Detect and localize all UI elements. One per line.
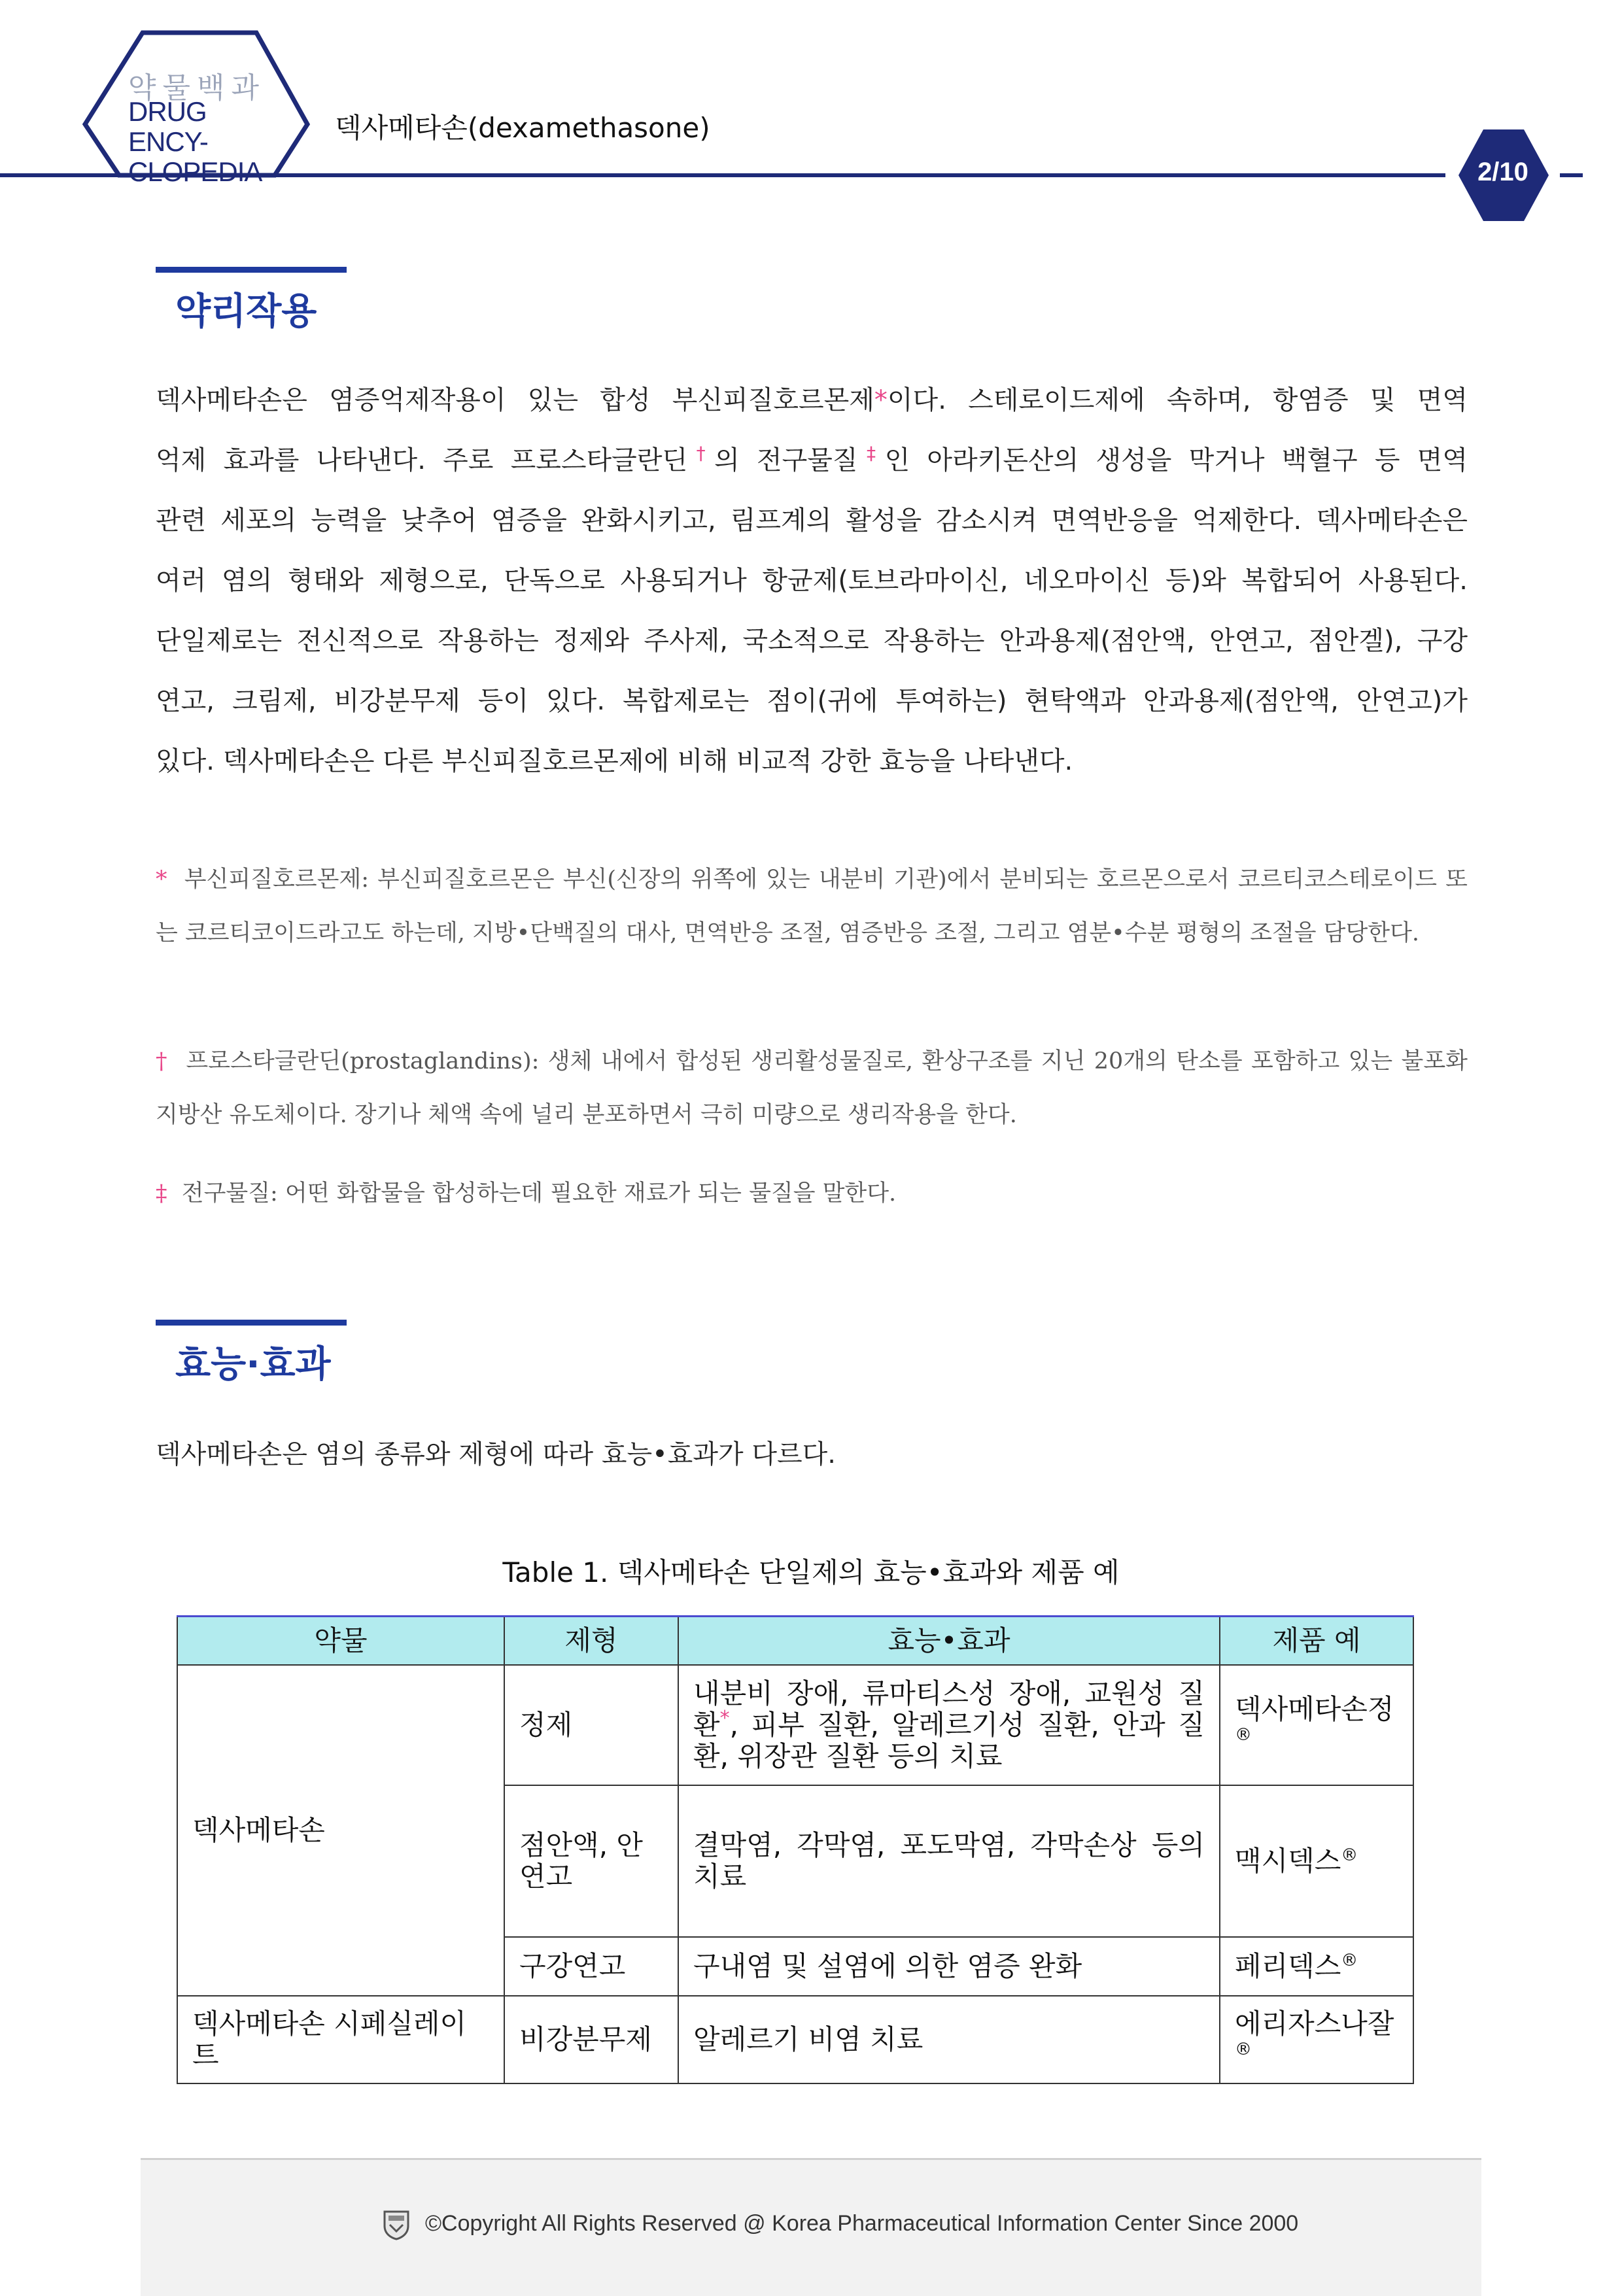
table-caption: Table 1. 덱사메타손 단일제의 효능•효과와 제품 예 — [502, 1556, 1120, 1588]
logo-korean: 약물백과 — [128, 71, 266, 105]
table-header-cell: 약물 — [177, 1617, 504, 1666]
table-row — [177, 1665, 1413, 1785]
footnote-mark-asterisk[interactable]: * — [719, 1707, 730, 1730]
table-cell-form: 정제 — [504, 1665, 678, 1785]
para-line: 억제 효과를 나타낸다. 주로 프로스타글란딘†의 전구물질‡인 아라키돈산의 생성을 막거나 백혈구 등 면역 — [156, 442, 1468, 475]
footnote-symbol: † — [156, 1048, 169, 1074]
document-title: 덱사메타손(dexamethasone) — [335, 112, 710, 144]
table-row — [177, 1996, 1413, 2083]
para-line: 여러 염의 형태와 제형으로, 단독으로 사용되거나 항균제(토브라마이신, 네오마이신 등)와 복합되어 사용된다. — [156, 566, 1468, 596]
table-cell-product: 덱사메타손정® — [1220, 1665, 1413, 1785]
footnote-mark-double-dagger[interactable]: ‡ — [857, 442, 885, 464]
table-header-cell: 효능•효과 — [678, 1617, 1220, 1666]
para-line: 연고, 크림제, 비강분무제 등이 있다. 복합제로는 점이(귀에 투여하는) 현탁액과 안과용제(점안액, 안연고)가 — [156, 686, 1468, 716]
footnote-precursor: ‡ 전구물질: 어떤 화합물을 합성하는데 필요한 재료가 되는 물질을 말한다. — [156, 1180, 897, 1207]
logo-english-line1: DRUG ENCY- — [128, 96, 208, 157]
table-cell-effect: 내분비 장애, 류마티스성 장애, 교원성 질환*, 피부 질환, 알레르기성 질환, 안과 질환, 위장관 질환 등의 치료 — [678, 1665, 1220, 1785]
footnote-mark-dagger[interactable]: † — [687, 442, 715, 464]
para-line: 관련 세포의 능력을 낮추어 염증을 완화시키고, 림프계의 활성을 감소시켜 면역반응을 억제한다. 덱사메타손은 — [156, 505, 1468, 536]
table-header-row — [177, 1617, 1413, 1666]
table-cell-effect: 구내염 및 설염에 의한 염증 완화 — [678, 1937, 1220, 1996]
logo-english-line2: CLOPEDIA — [128, 156, 262, 187]
para-line: 덱사메타손은 염증억제작용이 있는 합성 부신피질호르몬제*이다. 스테로이드제에 속하며, 항염증 및 면역 — [156, 385, 1468, 415]
footnote-symbol: ‡ — [156, 1180, 167, 1207]
page-number: 2/10 — [1477, 158, 1528, 186]
shield-logo-icon — [382, 2209, 411, 2240]
footnote-prostaglandin: † 프로스타글란딘(prostaglandins): 생체 내에서 합성된 생리활성물질로, 환상구조를 지닌 20개의 탄소를 포함하고 있는 불포화 지방산 유도체이다. 장기나 체액 속에 널리 분포하면서 극히 미량으로 생리작용을 한다. — [156, 1048, 1468, 1128]
para-line: 있다. 덱사메타손은 다른 부신피질호르몬제에 비해 비교적 강한 효능을 나타낸다. — [156, 746, 1073, 776]
table-header-cell: 제형 — [504, 1617, 678, 1666]
pharmacology-paragraph — [156, 370, 1468, 791]
footer-copyright: ©Copyright All Rights Reserved @ Korea Pharmaceutical Information Center Since 2000 — [425, 2211, 1299, 2236]
table-cell-effect: 알레르기 비염 치료 — [678, 1996, 1220, 2083]
section-title-efficacy: 효능·효과 — [175, 1343, 331, 1386]
table-cell-product: 페리덱스® — [1220, 1937, 1413, 1996]
footnote-mark-asterisk[interactable]: * — [874, 385, 888, 415]
table-cell-product: 에리자스나잘® — [1220, 1996, 1413, 2083]
table-cell-drug: 덱사메타손 — [177, 1665, 504, 1996]
table-cell-form: 비강분무제 — [504, 1996, 678, 2083]
efficacy-table — [177, 1615, 1414, 2084]
section-rule — [156, 1320, 347, 1326]
table-cell-form: 점안액, 안연고 — [504, 1785, 678, 1937]
table-cell-form: 구강연고 — [504, 1937, 678, 1996]
table-cell-effect: 결막염, 각막염, 포도막염, 각막손상 등의 치료 — [678, 1785, 1220, 1937]
section-title-pharmacology: 약리작용 — [175, 290, 317, 333]
para-line: 단일제로는 전신적으로 작용하는 정제와 주사제, 국소적으로 작용하는 안과용제(점안액, 안연고, 점안겔), 구강 — [156, 626, 1468, 656]
footnote-symbol: * — [156, 866, 167, 893]
table-header-cell: 제품 예 — [1220, 1617, 1413, 1666]
table-cell-product: 맥시덱스® — [1220, 1785, 1413, 1937]
section-rule — [156, 267, 347, 273]
logo-english — [128, 97, 285, 187]
efficacy-intro: 덱사메타손은 염의 종류와 제형에 따라 효능•효과가 다르다. — [156, 1439, 836, 1469]
footnote-corticosteroid: * 부신피질호르몬제: 부신피질호르몬은 부신(신장의 위쪽에 있는 내분비 기관)에서 분비되는 호르몬으로서 코르티코스테로이드 또는 코르티코이드라고도 하는데, 지방•단백질의 대사, 면역반응 조절, 염증반응 조절, 그리고 염분•수분 평형의 조절을 담당한다. — [156, 866, 1468, 946]
table-cell-drug: 덱사메타손 시페실레이트 — [177, 1996, 504, 2083]
